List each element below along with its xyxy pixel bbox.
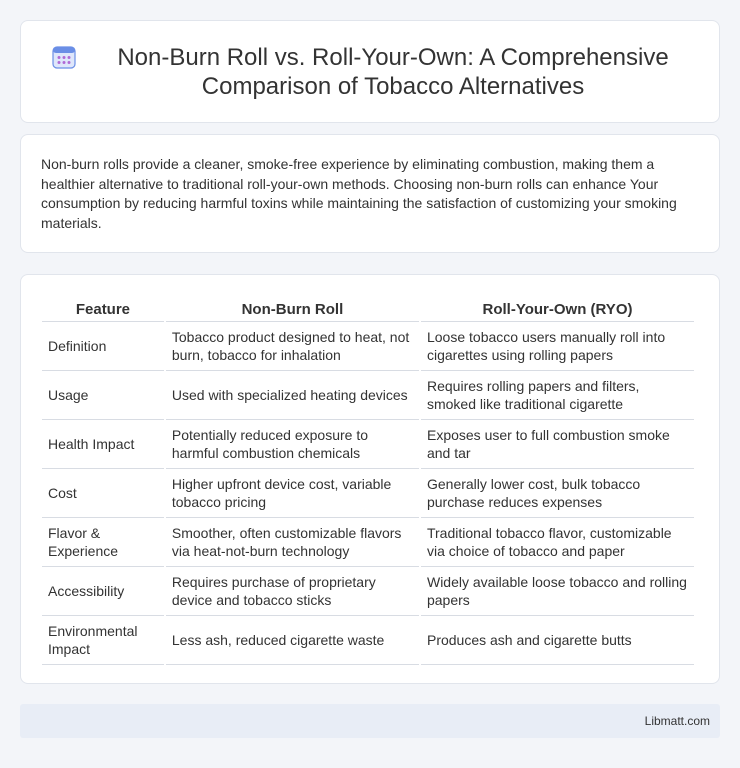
table-row [42,518,694,567]
row-feature-cell: Cost [42,469,164,518]
row-ryo-cell: Exposes user to full combustion smoke and tar [421,420,694,469]
comparison-card [20,274,720,684]
row-feature-cell: Environmental Impact [42,616,164,665]
row-ryo-cell: Loose tobacco users manually roll into cigarettes using rolling papers [421,322,694,371]
row-non-burn-cell: Requires purchase of proprietary device and tobacco sticks [166,567,419,616]
row-ryo-cell: Produces ash and cigarette butts [421,616,694,665]
row-ryo-cell: Widely available loose tobacco and rolling papers [421,567,694,616]
table-row [42,371,694,420]
footer [20,704,720,738]
intro-card [20,134,720,253]
title-wrap [51,43,689,101]
intro-text: Non-burn rolls provide a cleaner, smoke-free experience by eliminating combustion, making them a healthier alternative to traditional roll-your-own methods. Choosing non-burn rolls can enhance Your consumption by reducing harmful toxins while maintaining the satisfaction of customizing your smoking materials. [41,156,677,231]
table-row [42,616,694,665]
row-non-burn-cell: Used with specialized heating devices [166,371,419,420]
row-feature-cell: Usage [42,371,164,420]
table-row [42,322,694,371]
comparison-table [40,293,696,665]
table-row [42,420,694,469]
table-row [42,567,694,616]
calendar-icon [51,44,77,70]
row-feature-cell: Definition [42,322,164,371]
row-non-burn-cell: Tobacco product designed to heat, not burn, tobacco for inhalation [166,322,419,371]
row-non-burn-cell: Potentially reduced exposure to harmful combustion chemicals [166,420,419,469]
row-feature-cell: Health Impact [42,420,164,469]
title-card [20,20,720,123]
table-header-row [42,293,694,322]
row-ryo-cell: Generally lower cost, bulk tobacco purchase reduces expenses [421,469,694,518]
header-roll-your-own: Roll-Your-Own (RYO) [421,293,694,322]
row-ryo-cell: Traditional tobacco flavor, customizable via choice of tobacco and paper [421,518,694,567]
footer-site-link[interactable]: Libmatt.com [644,714,710,728]
row-non-burn-cell: Less ash, reduced cigarette waste [166,616,419,665]
row-feature-cell: Accessibility [42,567,164,616]
page-title: Non-Burn Roll vs. Roll-Your-Own: A Comprehensive Comparison of Tobacco Alternatives [117,43,669,100]
row-non-burn-cell: Smoother, often customizable flavors via heat-not-burn technology [166,518,419,567]
header-feature: Feature [42,293,164,322]
row-feature-cell: Flavor & Experience [42,518,164,567]
row-ryo-cell: Requires rolling papers and filters, smoked like traditional cigarette [421,371,694,420]
row-non-burn-cell: Higher upfront device cost, variable tobacco pricing [166,469,419,518]
header-non-burn-roll: Non-Burn Roll [166,293,419,322]
table-row [42,469,694,518]
